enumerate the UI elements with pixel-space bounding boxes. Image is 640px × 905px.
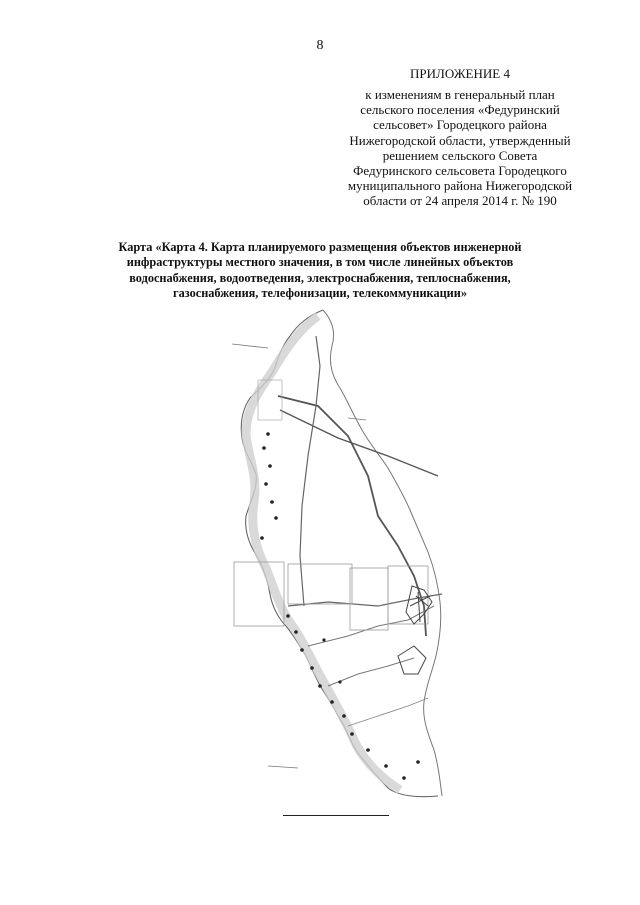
map-title-line: водоснабжения, водоотведения, электроснабжения, теплоснабжения, <box>129 270 511 285</box>
appendix-line: сельсовет» Городецкого района <box>373 117 547 133</box>
map-title-line: инфраструктуры местного значения, в том числе линейных объектов <box>126 255 514 270</box>
map-title-line: газоснабжения, телефонизации, телекоммуникации» <box>172 286 467 301</box>
appendix-title: ПРИЛОЖЕНИЕ 4 <box>410 66 510 81</box>
appendix-line: муниципального района Нижегородской <box>347 178 573 194</box>
land-plot <box>350 568 388 630</box>
utility-line <box>348 698 428 726</box>
appendix-line: Нижегородской области, утвержденный <box>349 132 571 148</box>
page-number: 8 <box>316 38 324 53</box>
land-plot <box>288 564 352 604</box>
utility-line <box>300 336 320 606</box>
appendix-line: Федуринского сельсовета Городецкого <box>353 163 567 179</box>
appendix-line: решением сельского Совета <box>382 147 538 163</box>
appendix-header <box>340 66 580 209</box>
infrastructure-map <box>228 306 446 800</box>
main-road <box>280 410 438 476</box>
map-title-line: Карта «Карта 4. Карта планируемого размещения объектов инженерной <box>118 240 522 254</box>
map-title <box>90 240 550 302</box>
appendix-text <box>340 87 580 209</box>
map-drawing <box>228 306 446 800</box>
appendix-line: сельского поселения «Федуринский <box>360 102 560 118</box>
appendix-line: области от 24 апреля 2014 г. № 190 <box>363 193 557 209</box>
appendix-line: к изменениям в генеральный план <box>365 87 555 102</box>
footer-rule <box>283 815 389 816</box>
forest-shading <box>246 316 400 790</box>
utility-line <box>308 606 434 646</box>
territory-west-boundary <box>241 310 438 797</box>
